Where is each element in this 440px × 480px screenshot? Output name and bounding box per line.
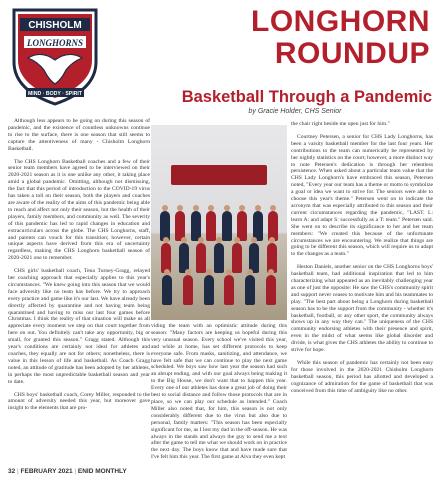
paragraph: The CHS Longhorn Basketball coaches and a few of their senior team members have agreed to be interviewed on their 2020-2021 season as it is one unlike any other, it taking place amid a global pandemic. Omitting, although not dismissing, the fact that this period of introduction to the COVID-19 virus has taken a toll on their season, both the players and coaches are aware of the reality of the aims of this pandemic being able to reach and affect not only their season, but the health of their players, family members, and community as well. The severity of this pandemic has led to rapid changes in education and extracurriculars across the globe. The CHS Longhorns, staff, and parents can vouch for this transition; however, certain unique aspects have derived from this era of uncertainty regardless, making the CHS Longhorn basketball season of 2020-2021 one to remember. — [8, 158, 150, 262]
title-line-2: ROUNDUP — [274, 37, 430, 70]
paragraph: the chair right beside me open just for him." — [291, 121, 390, 127]
right-column — [291, 121, 433, 401]
title-line-1: LONGHORN — [251, 5, 430, 38]
paragraph: viding the team with an optimistic attitude during this season: "Many factors are keeping us hopeful during this very unusual season. Every school we've visited this year, and while at home, has set different protocols to keep everyone safe. From masks, sanitizing, and attendance, we have felt safe that we can continue to play the next game scheduled. We boys saw how last year the season had such an abrupt ending, and with our goal always being making it to the Big House, we don't want that to happen this year. Every one of our athletes has done a great job of doing their best to social distance and follow those protocols that are in place, so we can play our schedule as intended." Coach Miller also noted that, for him, this season is not only considerably different due to the virus but also due to personal, family matters: "This season has been especially significant for me, as I lost my dad in the off-season. He was always in the stands and always the guy to send me a text after the game to tell me what we should work on in practice the next day. The boys know that and have made sure that I've felt him this year. The first game at Alva they even kept — [151, 323, 287, 461]
paragraph: Although less appears to be going on during this season of pandemic, and the existence of countless unknowns continue to rise to the surface, there is one season that still seems to capture the attentiveness of many - Chisholm Longhorn Basketball. — [8, 118, 150, 152]
logo-top-text: CHISHOLM — [28, 20, 82, 31]
team-photo — [151, 125, 287, 320]
page-footer: 32 | FEBRUARY 2021 | ENID MONTHLY — [8, 468, 127, 475]
left-column — [8, 118, 150, 418]
photo-row-front — [157, 275, 281, 307]
masthead — [0, 0, 440, 112]
paragraph: Courtney Petersen, a senior for CHS Lady Longhorns, has been a varsity basketball member for the last four years. Her contributions to the team can numerically be represented by her nightly statistics on the court; however, a more distinct way to note Petersen's dedication is through her relentless persistence. When asked about a particular team value that the CHS Lady Longhorn's have embraced this season, Petersen noted, "Every year our team has a theme or motto to symbolize a goal or idea we want to strive for. The seniors were able to choose this year's theme." Petersen went on to indicate the acronym that was especially attributed to this season and their current circumstances regarding the pandemic, "LAST. L: learn A: and adapt S: successfully as a T: team." Petersen said. She went on to describe its significance to her and her team members: "We created this because of the unfortunate circumstances we are encountering. We realize that things are going to be different this season, which will require us to adapt to the changes as a team." — [291, 133, 433, 258]
team-banner — [171, 165, 267, 185]
logo-middle-text: LONGHORNS — [26, 38, 84, 48]
publication-name: ENID MONTHLY — [77, 468, 127, 475]
paragraph: CHS girls' basketball coach, Tena Turney-Gragg, relayed her coaching approach that especially applies to this year's circumstances. "We knew going into this season that we would face adversity like no team has before. We try to approach every practice and game like it's our last. We have already been directly affected by quarantine and not having team being quarantined and having to miss our last four games before Christmas. I think the reality of that situation will make us all appreciate every moment we step on that court together from here on out. You definitely can't take any opportunity, big or small, for granted this season." Gragg stated. Although this year's conditions are certainly not ideal for athletes and coaches, they equally are not for others; nonetheless, there is value in this lesson of life and basketball. As Coach Gragg noted, an attitude of gratitude has been adopted by her athletes, in perhaps the most unpredictable basketball season and year to date. — [8, 268, 150, 385]
paragraph: Heston Daniels, another senior on the CHS Longhorns boys' basketball team, had additional inspiration that led to him characterizing what appeared as an inevitably challenging year as one of just the opposite: He saw the CHS's community spirit and support never ceases to motivate him and his teammates to play. "The best part about being a Longhorn during basketball season has to be the support from the community - whether it's basketball, football, or any other sport, the community always shows up in any way they can." The uniqueness of the CHS community endorsing athletes with their presence and spirit, even in the midst of what seems like global disorder and divide, is what gives the CHS athletes the ability to continue to strive for hope. — [291, 264, 433, 354]
paragraph: While this season of pandemic has certainly not been easy for those involved in the 2020-2021 Chisholm Longhorn basketball season, this period has allotted and developed a cognizance of admiration for the game of basketball that was conceived from this time of ambiguity like no other. — [291, 360, 433, 394]
photo-row-middle — [157, 243, 281, 275]
issue-date: FEBRUARY 2021 — [20, 468, 73, 475]
chisholm-longhorns-logo — [6, 4, 104, 108]
byline: by Gracie Holder, CHS Senior — [248, 108, 342, 115]
article-subtitle: Basketball Through a Pandemic — [181, 88, 432, 106]
middle-column — [151, 323, 287, 467]
title-block — [108, 6, 438, 70]
page-number: 32 — [8, 468, 16, 475]
paragraph: CHS boys' basketball coach, Corey Miller, responded to the amount of adversity needed this year, but moreover gave insight to the elements that are pro- — [8, 391, 150, 412]
logo-motto-text: MIND · BODY · SPIRIT — [27, 91, 83, 97]
